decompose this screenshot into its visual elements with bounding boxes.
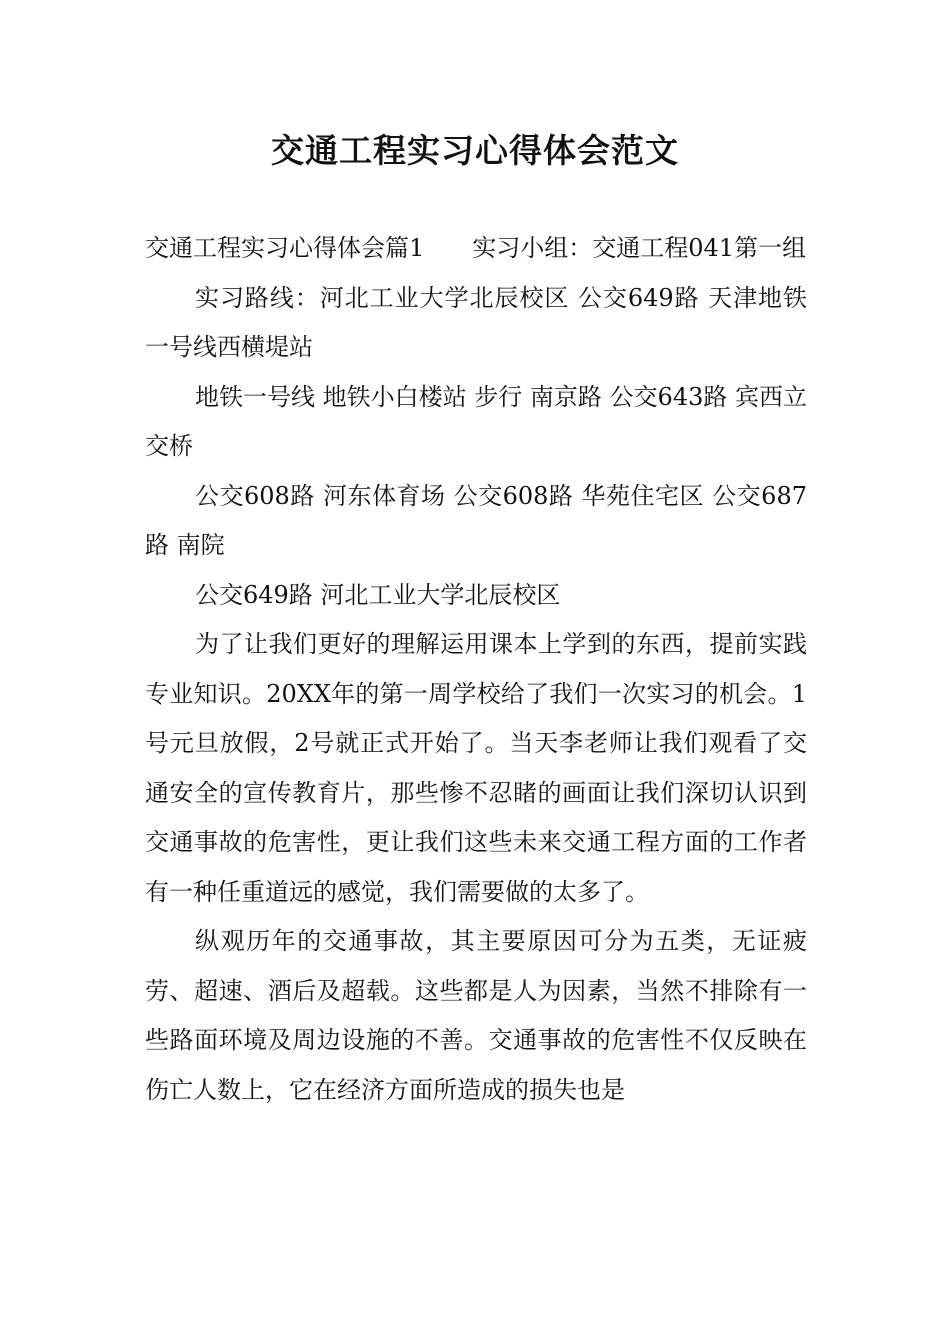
paragraph-4: 公交608路 河东体育场 公交608路 华苑住宅区 公交687路 南院	[145, 481, 807, 559]
paragraph-3: 地铁一号线 地铁小白楼站 步行 南京路 公交643路 宾西立交桥	[145, 382, 807, 460]
paragraph-5: 公交649路 河北工业大学北辰校区	[195, 580, 561, 609]
paragraph-7: 纵观历年的交通事故，其主要原因可分为五类，无证疲劳、超速、酒后及超载。这些都是人为因素，当然不排除有一些路面环境及周边设施的不善。交通事故的危害性不仅反映在伤亡人数上，它在经济方面所造成的损失也是	[145, 927, 807, 1104]
paragraph-2: 实习路线：河北工业大学北辰校区 公交649路 天津地铁一号线西横堤站	[145, 283, 807, 361]
document-body	[145, 224, 807, 1115]
paragraph-1: 交通工程实习心得体会篇1 实习小组：交通工程041第一组	[145, 234, 807, 262]
paragraph-6: 为了让我们更好的理解运用课本上学到的东西，提前实践专业知识。20XX年的第一周学校给了我们一次实习的机会。1号元旦放假，2号就正式开始了。当天李老师让我们观看了交通安全的宣传教育片，那些惨不忍睹的画面让我们深切认识到交通事故的危害性，更让我们这些未来交通工程方面的工作者有一种任重道远的感觉，我们需要做的太多了。	[145, 630, 807, 906]
document-title: 交通工程实习心得体会范文	[271, 131, 679, 170]
